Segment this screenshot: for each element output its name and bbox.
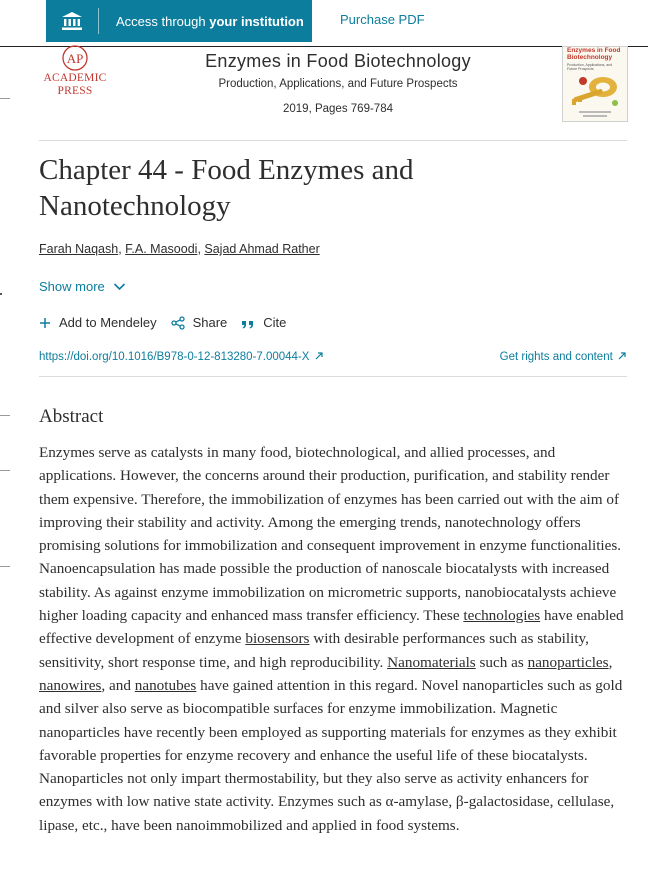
author-link[interactable]: F.A. Masoodi xyxy=(125,242,198,256)
purchase-pdf-link[interactable]: Purchase PDF xyxy=(340,12,425,27)
edge-mark xyxy=(0,470,10,471)
show-more-label: Show more xyxy=(39,279,105,294)
edge-mark xyxy=(0,566,10,567)
publisher-logo-letters: AP xyxy=(66,51,84,66)
plus-icon xyxy=(39,317,51,329)
book-info xyxy=(170,50,506,115)
share-icon xyxy=(171,316,185,330)
doi-text: https://doi.org/10.1016/B978-0-12-813280-7.00044-X xyxy=(39,351,310,363)
abstract-segment: , xyxy=(608,653,613,671)
book-subtitle: Production, Applications, and Future Prospects xyxy=(218,78,458,90)
abstract-text xyxy=(39,441,629,837)
external-link-icon xyxy=(315,352,323,360)
cite-icon xyxy=(241,317,255,329)
author-separator: , xyxy=(197,242,205,256)
institution-icon xyxy=(46,0,98,42)
cover-subtitle: Production, Applications, and Future Prospects xyxy=(567,63,613,71)
book-pages: 2019, Pages 769-784 xyxy=(283,103,393,115)
share-button[interactable] xyxy=(171,315,228,330)
article-actions xyxy=(39,315,300,330)
top-bar xyxy=(0,0,648,44)
topic-link-biosensors[interactable]: biosensors xyxy=(245,630,310,648)
abstract-segment: , and xyxy=(101,676,135,694)
topic-link-technologies[interactable]: technologies xyxy=(463,607,541,625)
add-to-mendeley-button[interactable] xyxy=(39,315,157,330)
edge-mark xyxy=(0,98,10,99)
access-institution-label: Access through your institution xyxy=(116,13,304,29)
cite-button[interactable] xyxy=(241,315,286,330)
book-cover[interactable] xyxy=(562,46,628,122)
author-link[interactable]: Farah Naqash xyxy=(39,242,119,256)
chevron-down-icon xyxy=(113,282,126,291)
cover-title: Enzymes in Food Biotechnology xyxy=(567,47,621,61)
header-divider xyxy=(39,140,627,141)
abstract-segment: such as xyxy=(475,653,528,671)
book-title[interactable]: Enzymes in Food Biotechnology xyxy=(205,51,471,71)
publisher-emblem-icon xyxy=(60,44,90,72)
publisher-name-line1: ACADEMIC xyxy=(43,72,107,84)
author-separator: , xyxy=(118,242,126,256)
button-divider xyxy=(98,8,99,34)
get-rights-text: Get rights and content xyxy=(499,351,613,363)
show-more-button[interactable] xyxy=(39,279,126,294)
edge-mark xyxy=(0,415,10,416)
cover-key-icon xyxy=(563,47,627,121)
topic-link-nanotubes[interactable]: nanotubes xyxy=(134,676,197,694)
topic-link-nanoparticles[interactable]: nanoparticles xyxy=(527,653,609,671)
topic-link-nanomaterials[interactable]: Nanomaterials xyxy=(387,653,476,671)
publisher-logo[interactable] xyxy=(40,44,110,102)
access-institution-button[interactable] xyxy=(46,0,312,42)
edge-mark xyxy=(0,293,2,295)
publisher-name-line2: PRESS xyxy=(57,84,93,97)
author-list xyxy=(39,242,320,256)
abstract-segment: with desirable performances such as stability, sensitivity, short response time, and high reproducibility. xyxy=(39,630,589,671)
abstract-segment: have gained attention in this regard. Novel nanoparticles such as gold and silver also serve as biocompatible surfaces for enzyme immobilization. Magnetic nanoparticles have recently been employed as supporting materials for enzymes as they exhibit favorable properties for enzyme recovery and enhance the useful life of these biocatalysts. Nanoparticles not only impart thermostability, but they also serve as activity enhancers for enzymes with low native state activity. Enzymes such as α-amylase, β-galactosidase, cellulase, lipase, etc., have been nanoimmobilized and applied in food systems. xyxy=(39,676,623,834)
author-link[interactable]: Sajad Ahmad Rather xyxy=(204,242,320,256)
doi-divider xyxy=(39,376,627,377)
share-label: Share xyxy=(192,315,228,330)
abstract-segment: Enzymes serve as catalysts in many food, biotechnological, and allied processes, and applications. However, the concerns around their production, purification, and stability render them expensive. Therefore, the immobilization of enzymes has been carried out with the aim of improving their stability and activity. Among the emerging trends, nanotechnology offers promising solutions for immobilization and consequent improvement in enzyme functionalities. Nanoencapsulation has made possible the production of nanoscale biocatalysts with increased stability. As against enzyme immobilization on micrometric supports, nanobiocatalysts achieve higher loading capacity and enhanced mass transfer efficiency. These xyxy=(39,444,622,625)
chapter-title: Chapter 44 - Food Enzymes and Nanotechnology xyxy=(39,154,414,222)
add-to-mendeley-label: Add to Mendeley xyxy=(59,315,157,330)
cite-label: Cite xyxy=(263,315,287,330)
get-rights-link[interactable] xyxy=(500,351,626,363)
external-link-icon xyxy=(618,352,626,360)
doi-link[interactable] xyxy=(39,351,323,363)
abstract-heading: Abstract xyxy=(39,406,104,427)
topic-link-nanowires[interactable]: nanowires xyxy=(39,676,102,694)
abstract-segment: have enabled effective development of enzyme xyxy=(39,607,624,648)
